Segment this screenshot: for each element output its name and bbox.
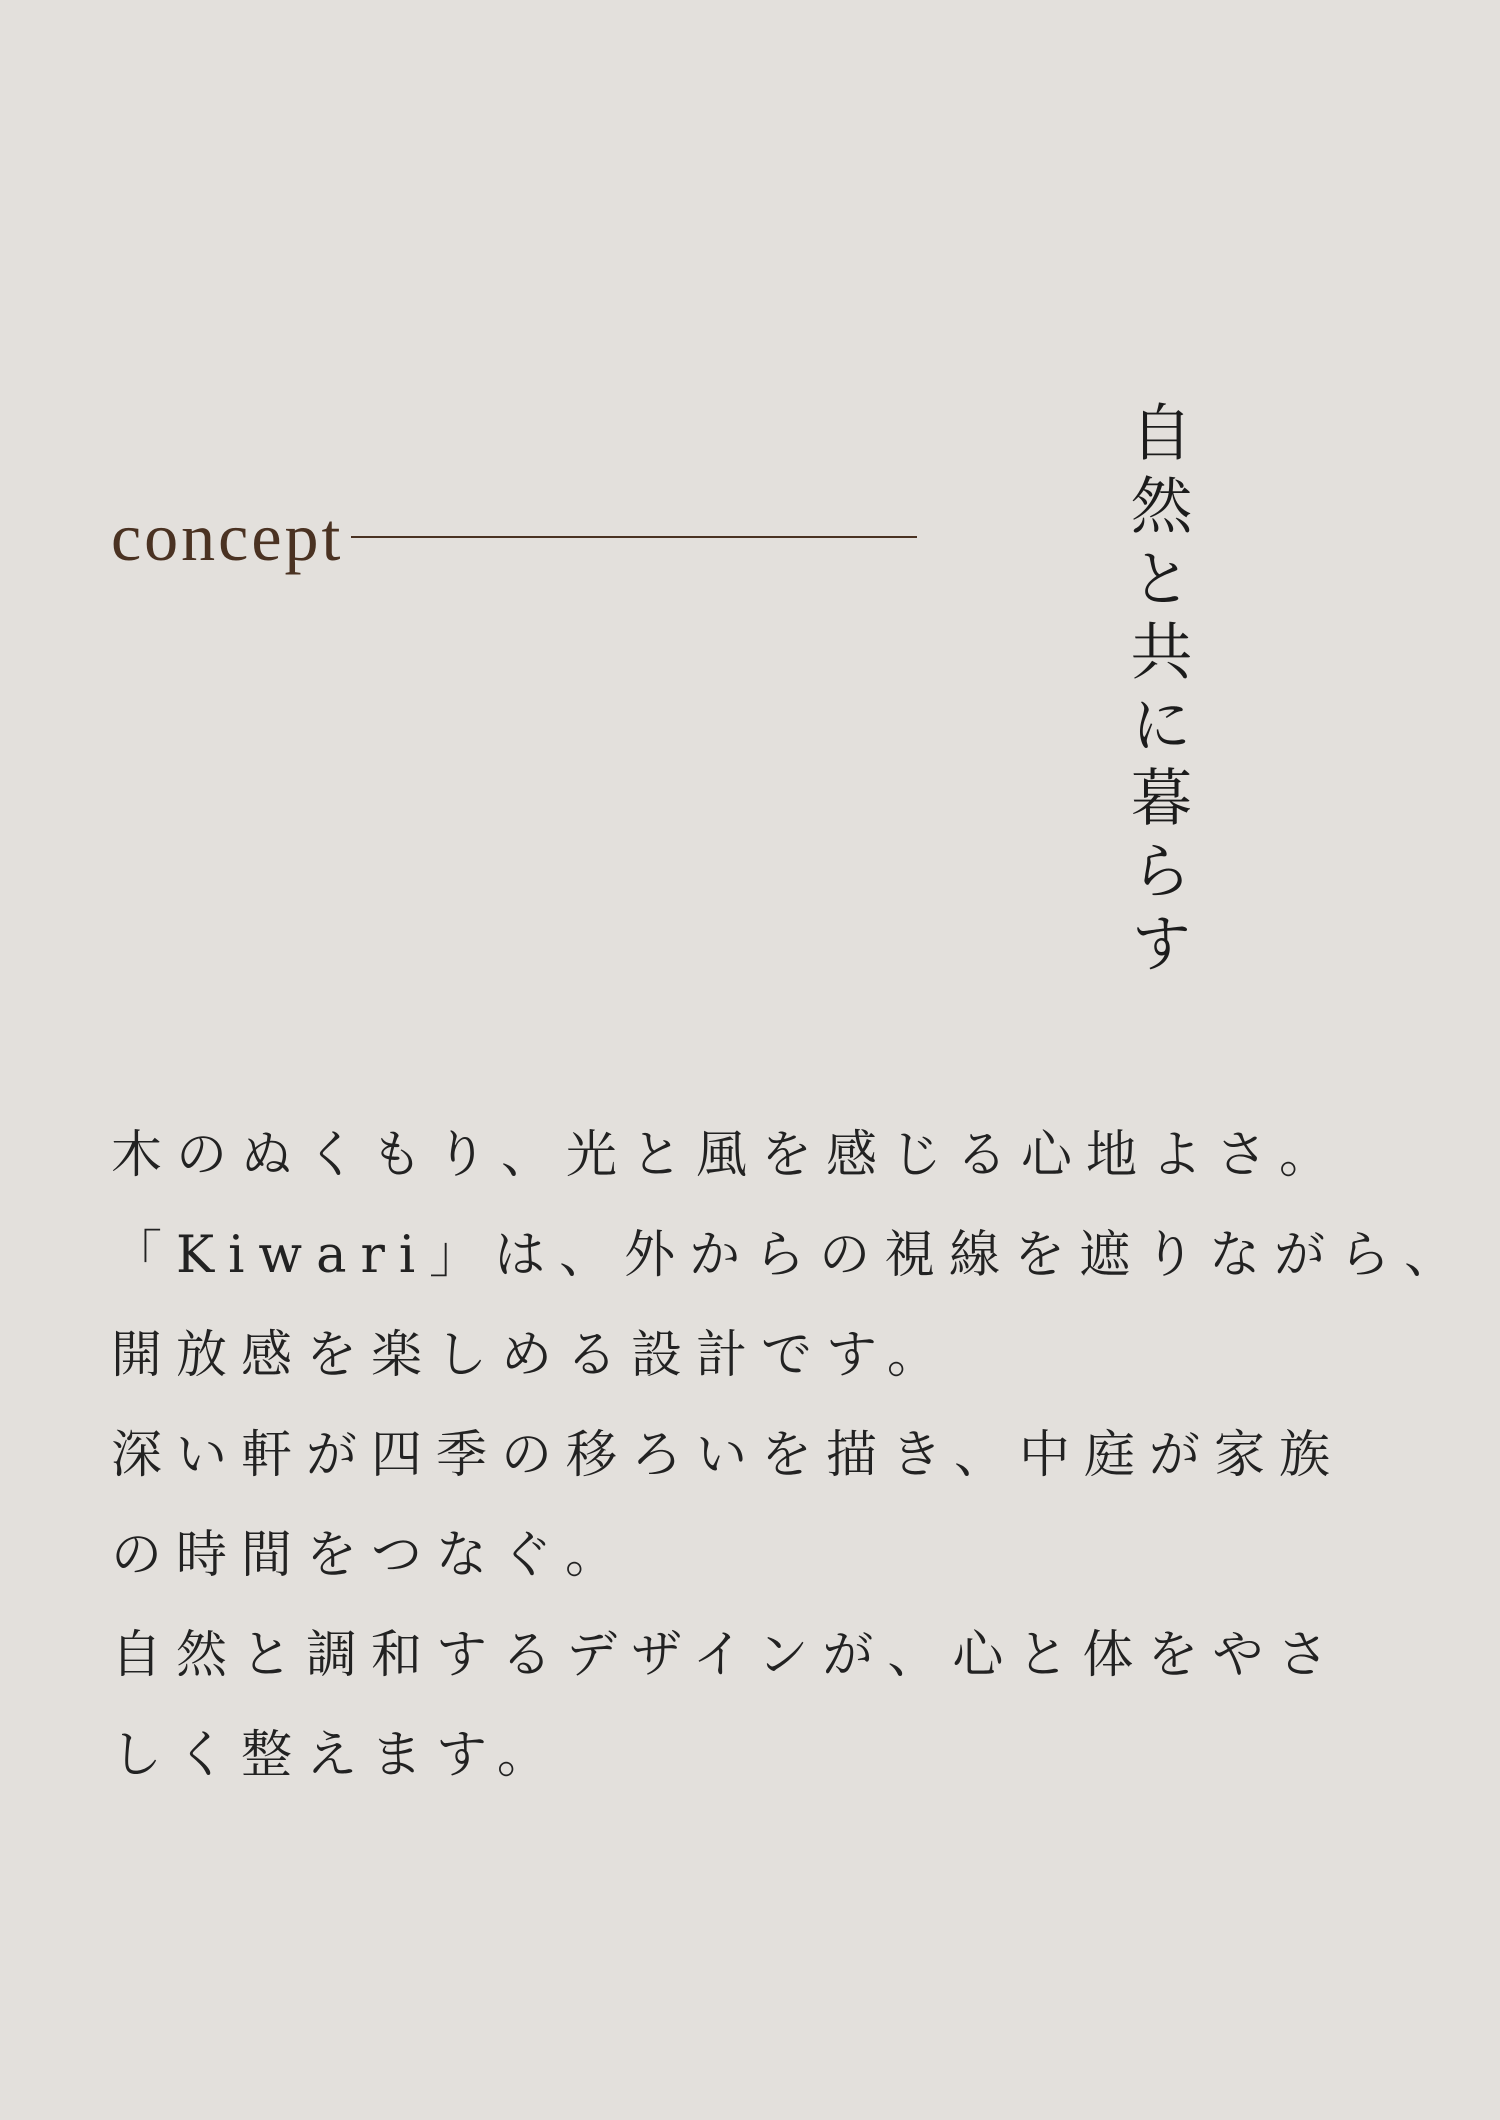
section-label-row	[111, 499, 917, 575]
body-line: 深い軒が四季の移ろいを描き、中庭が家族	[111, 1426, 1344, 1485]
body-line: 自然と調和するデザインが、心と体をやさ	[111, 1626, 1343, 1685]
body-copy	[111, 1106, 1470, 1806]
body-line: 木のぬくもり、光と風を感じる心地よさ。	[111, 1126, 1344, 1185]
section-label: concept	[111, 499, 344, 575]
section-divider-line	[351, 536, 917, 538]
body-line: 「Kiwari」は、外からの視線を遮りながら、	[111, 1226, 1470, 1285]
body-line: の時間をつなぐ。	[111, 1526, 630, 1585]
body-line: しく整えます。	[111, 1726, 562, 1785]
body-line: 開放感を楽しめる設計です。	[111, 1326, 952, 1385]
vertical-title: 自然と共に暮らす	[1120, 400, 1193, 984]
